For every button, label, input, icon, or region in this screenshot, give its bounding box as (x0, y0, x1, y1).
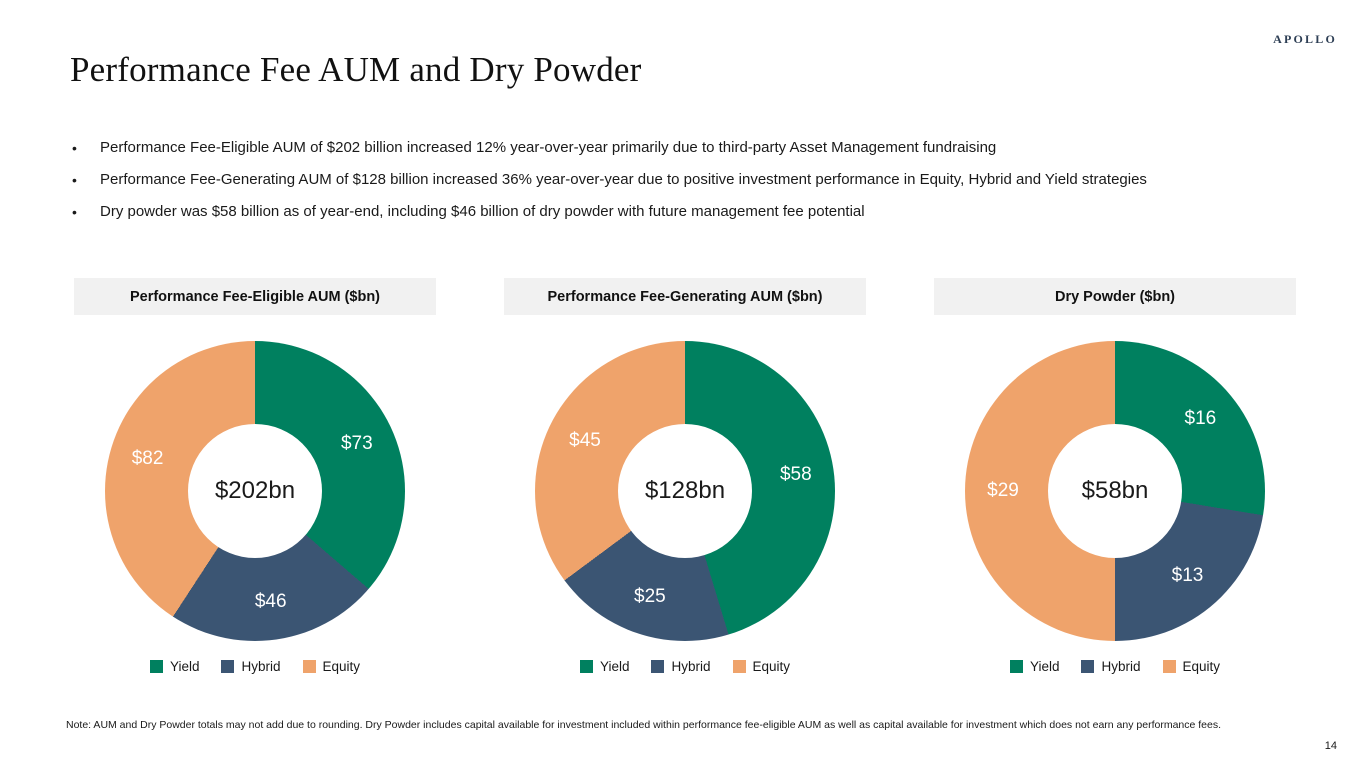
legend-item-yield (1010, 659, 1060, 674)
legend-swatch-yield (1010, 660, 1023, 673)
slice-label-yield: $16 (1184, 407, 1217, 429)
legend-label: Equity (322, 659, 361, 674)
donut-chart (105, 341, 405, 641)
chart-dry-powder (920, 278, 1310, 674)
chart-title: Performance Fee-Eligible AUM ($bn) (74, 278, 436, 315)
donut-center-label: $202bn (188, 424, 322, 558)
donut-chart (535, 341, 835, 641)
legend-label: Hybrid (241, 659, 281, 674)
footnote: Note: AUM and Dry Powder totals may not add due to rounding. Dry Powder includes capital available for investment included within performance fee-eligible AUM as well as capital available for investment which does not earn any performance fees. (66, 719, 1222, 731)
legend-label: Equity (752, 659, 791, 674)
donut-chart (965, 341, 1265, 641)
legend-item-yield (150, 659, 200, 674)
legend-item-equity (303, 659, 361, 674)
bullet-marker: • (72, 204, 77, 220)
bullet-marker: • (72, 140, 77, 156)
legend-label: Yield (169, 659, 200, 674)
bullet-marker: • (72, 172, 77, 188)
bullet-text: Performance Fee-Eligible AUM of $202 billion increased 12% year-over-year primarily due to third-party Asset Management fundraising (100, 139, 997, 156)
bullet-list (68, 138, 1308, 234)
legend-item-equity (733, 659, 791, 674)
legend-label: Equity (1182, 659, 1221, 674)
list-item (68, 170, 1308, 190)
legend-swatch-hybrid (651, 660, 664, 673)
legend-swatch-hybrid (1081, 660, 1094, 673)
bullet-text: Dry powder was $58 billion as of year-end, including $46 billion of dry powder with future management fee potential (100, 203, 865, 220)
chart-legend (150, 659, 360, 674)
donut-center-label: $128bn (618, 424, 752, 558)
charts-row (60, 278, 1310, 674)
page-number: 14 (1324, 740, 1337, 752)
legend-swatch-hybrid (221, 660, 234, 673)
chart-legend (580, 659, 790, 674)
legend-item-hybrid (651, 659, 710, 674)
list-item (68, 138, 1308, 158)
legend-item-yield (580, 659, 630, 674)
legend-item-hybrid (221, 659, 280, 674)
slice-label-equity: $82 (131, 448, 164, 470)
slice-label-yield: $73 (340, 433, 373, 455)
legend-swatch-equity (733, 660, 746, 673)
legend-item-hybrid (1081, 659, 1140, 674)
slice-label-equity: $29 (987, 480, 1019, 501)
legend-label: Yield (599, 659, 630, 674)
legend-swatch-equity (1163, 660, 1176, 673)
legend-item-equity (1163, 659, 1221, 674)
chart-performance-fee-eligible-aum (60, 278, 450, 674)
slice-label-hybrid: $13 (1171, 565, 1204, 587)
slice-label-hybrid: $46 (254, 590, 287, 612)
slice-label-equity: $45 (569, 429, 601, 451)
apollo-logo: APOLLO (1273, 32, 1337, 46)
donut-center-label: $58bn (1048, 424, 1182, 558)
slice-label-hybrid: $25 (634, 586, 666, 608)
bullet-text: Performance Fee-Generating AUM of $128 billion increased 36% year-over-year due to positive investment performance in Equity, Hybrid and Yield strategies (100, 171, 1147, 188)
legend-swatch-yield (150, 660, 163, 673)
legend-label: Hybrid (671, 659, 711, 674)
legend-swatch-yield (580, 660, 593, 673)
legend-label: Yield (1029, 659, 1060, 674)
slice-label-yield: $58 (779, 463, 812, 485)
legend-swatch-equity (303, 660, 316, 673)
legend-label: Hybrid (1101, 659, 1141, 674)
chart-title: Dry Powder ($bn) (934, 278, 1296, 315)
page-title: Performance Fee AUM and Dry Powder (70, 50, 642, 89)
chart-title: Performance Fee-Generating AUM ($bn) (504, 278, 866, 315)
list-item (68, 202, 1308, 222)
chart-performance-fee-generating-aum (490, 278, 880, 674)
chart-legend (1010, 659, 1220, 674)
